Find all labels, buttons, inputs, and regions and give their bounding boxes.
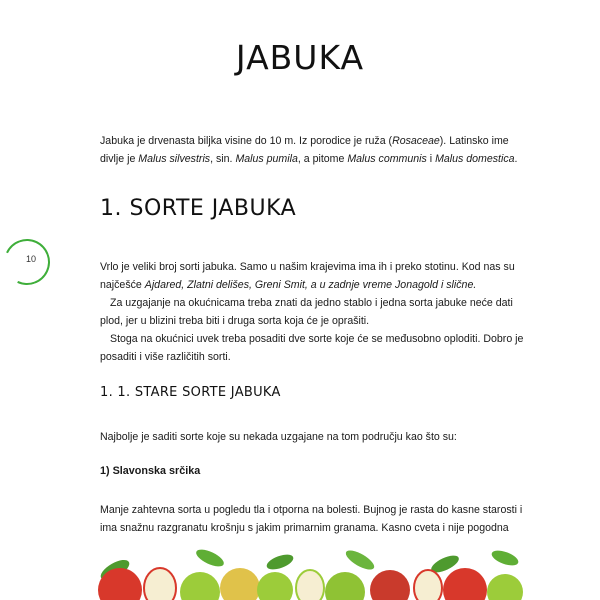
red-apple-icon: [443, 568, 487, 600]
leaf-icon: [265, 552, 295, 573]
page-title: JABUKA: [235, 38, 365, 77]
green-apple-icon: [325, 572, 365, 600]
leaf-icon: [343, 547, 377, 573]
green-apple-icon: [257, 572, 293, 600]
apple-slice-icon: [144, 568, 176, 600]
variety-paragraph: Manje zahtevna sorta u pogledu tla i otporna na bolesti. Bujnog je rasta do kasne starosti i ima snažnu razgranatu krošnju s jakim primarnim granama. Kasno cveta i nije pogodna: [100, 504, 523, 534]
section-paragraph: Vrlo je veliki broj sorti jabuka. Samo u našim krajevima ima ih i preko stotinu. Kod nas su najčešće Ajdared, Zlatni delišes, Greni Smit, a u zadnje vreme Jonagold i slične.: [100, 261, 515, 291]
yellow-apple-icon: [220, 568, 260, 600]
green-apple-icon: [487, 574, 523, 600]
green-apple-icon: [180, 572, 220, 600]
subsection-lead: Najbolje je saditi sorte koje su nekada uzgajane na tom području kao što su:: [100, 431, 457, 443]
section-heading: 1. SORTE JABUKA: [100, 196, 297, 221]
intro-paragraph: Jabuka je drvenasta biljka visine do 10 m. Iz porodice je ruža (Rosaceae). Latinsko ime divlje je Malus silvestris, sin. Malus pumila, a pitome Malus communis i Malus domestica.: [100, 135, 518, 165]
section-paragraph: Za uzgajanje na okućnicama treba znati da jedno stablo i jedna sorta jabuke neće dati plod, jer u blizini treba biti i druga sorta koja će je oprašiti.: [100, 297, 513, 327]
leaf-icon: [490, 548, 520, 569]
page-number: 10: [26, 254, 37, 264]
section-paragraph: Stoga na okućnici uvek treba posaditi dve sorte koje će se međusobno oploditi. Dobro je posaditi i više različitih sorti.: [100, 333, 524, 363]
section-body: [100, 258, 530, 366]
apple-slice-icon: [414, 570, 442, 600]
apples: [98, 568, 523, 600]
subsection-heading: 1. 1. STARE SORTE JABUKA: [100, 385, 281, 400]
apple-slice-icon: [296, 570, 324, 600]
leaf-icon: [194, 546, 226, 570]
apple-footer-illustration: [0, 540, 600, 600]
variety-body: [100, 501, 530, 537]
red-apple-icon: [370, 570, 410, 600]
variety-heading: 1) Slavonska srčika: [100, 465, 201, 477]
